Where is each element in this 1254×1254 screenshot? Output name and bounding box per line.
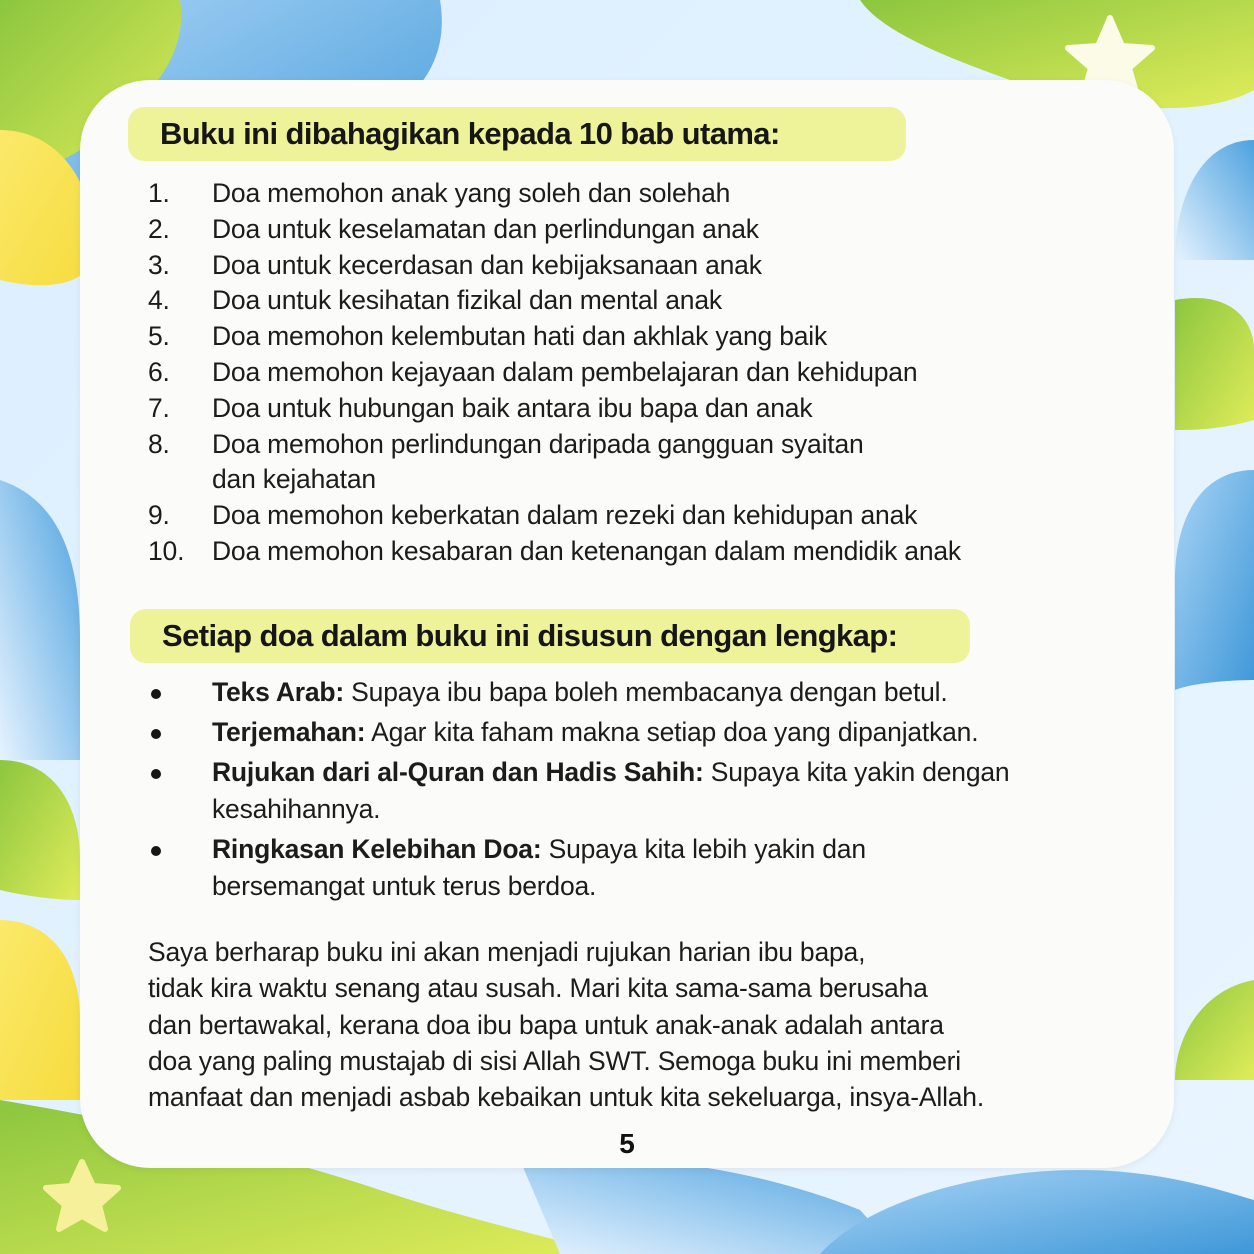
list-item bbox=[148, 831, 992, 905]
list-item bbox=[148, 754, 1032, 828]
list-item-number: 4. bbox=[148, 285, 170, 316]
list-item bbox=[148, 674, 1148, 711]
list-item-text: dan kejahatan bbox=[212, 464, 376, 495]
list-item bbox=[148, 427, 1148, 499]
list-item-number: 3. bbox=[148, 249, 170, 280]
feature-label: Ringkasan Kelebihan Doa: bbox=[212, 834, 542, 864]
closing-line: Saya berharap buku ini akan menjadi rujukan harian ibu bapa, bbox=[148, 937, 866, 967]
list-item-text: Doa memohon perlindungan daripada gangguan syaitan bbox=[212, 428, 864, 459]
closing-line: dan bertawakal, kerana doa ibu bapa untuk anak-anak adalah antara bbox=[148, 1009, 944, 1040]
list-item-number: 7. bbox=[148, 392, 170, 423]
section-heading-text: Buku ini dibahagikan kepada 10 bab utama: bbox=[160, 116, 780, 151]
list-item bbox=[148, 212, 1148, 248]
list-item-text: Doa memohon anak yang soleh dan solehah bbox=[212, 178, 731, 208]
list-item bbox=[148, 176, 1148, 212]
list-item-number: 6. bbox=[148, 356, 170, 387]
bullet-icon bbox=[151, 729, 161, 739]
chapter-list bbox=[148, 176, 1148, 570]
bullet-icon bbox=[151, 769, 161, 779]
list-item-text: Doa memohon kelembutan hati dan akhlak yang baik bbox=[212, 321, 828, 352]
closing-paragraph bbox=[148, 934, 1108, 1115]
section-heading-text: Setiap doa dalam buku ini disusun dengan lengkap: bbox=[162, 618, 898, 653]
feature-label: Teks Arab: bbox=[212, 677, 345, 707]
list-item-text: Doa memohon kesabaran dan ketenangan dalam mendidik anak bbox=[212, 535, 961, 566]
list-item bbox=[148, 498, 1148, 534]
section-heading-features bbox=[130, 609, 970, 663]
bullet-icon bbox=[151, 846, 161, 856]
closing-line: doa yang paling mustajab di sisi Allah SWT. Semoga buku ini memberi bbox=[148, 1045, 961, 1076]
list-item bbox=[148, 283, 1148, 319]
list-item-text: Doa untuk kesihatan fizikal dan mental anak bbox=[212, 285, 722, 316]
feature-label: Terjemahan: bbox=[212, 717, 366, 747]
page-number: 5 bbox=[619, 1128, 635, 1159]
list-item-number: 1. bbox=[148, 178, 170, 208]
feature-label: Rujukan dari al-Quran dan Hadis Sahih: bbox=[212, 757, 704, 787]
list-item bbox=[148, 355, 1148, 391]
list-item-text: Doa untuk hubungan baik antara ibu bapa dan anak bbox=[212, 392, 813, 423]
feature-list bbox=[148, 674, 1148, 908]
list-item bbox=[148, 248, 1148, 284]
list-item-text: Doa untuk keselamatan dan perlindungan anak bbox=[212, 213, 759, 244]
closing-line: tidak kira waktu senang atau susah. Mari kita sama-sama berusaha bbox=[148, 973, 928, 1004]
bullet-icon bbox=[151, 689, 161, 699]
list-item bbox=[148, 391, 1148, 427]
list-item-number: 2. bbox=[148, 213, 170, 244]
closing-line: manfaat dan menjadi asbab kebaikan untuk kita sekeluarga, insya-Allah. bbox=[148, 1082, 984, 1113]
feature-text: Supaya kita lebih yakin dan bersemangat untuk terus berdoa. bbox=[212, 834, 866, 901]
list-item bbox=[148, 534, 1148, 570]
list-item-text: Doa untuk kecerdasan dan kebijaksanaan anak bbox=[212, 249, 762, 280]
content-card bbox=[80, 80, 1174, 1168]
list-item-number: 9. bbox=[148, 500, 170, 531]
feature-text: Agar kita faham makna setiap doa yang dipanjatkan. bbox=[365, 717, 979, 747]
feature-text: Supaya kita yakin dengan kesahihannya. bbox=[212, 757, 1010, 824]
list-item bbox=[148, 319, 1148, 355]
feature-text: Supaya ibu bapa boleh membacanya dengan betul. bbox=[344, 677, 948, 707]
list-item-text: Doa memohon kejayaan dalam pembelajaran dan kehidupan bbox=[212, 356, 918, 387]
list-item-number: 8. bbox=[148, 428, 170, 459]
list-item bbox=[148, 714, 1148, 751]
list-item-number: 5. bbox=[148, 321, 170, 352]
section-heading-chapters bbox=[128, 107, 906, 161]
list-item-number: 10. bbox=[148, 535, 185, 566]
list-item-text: Doa memohon keberkatan dalam rezeki dan kehidupan anak bbox=[212, 500, 918, 531]
